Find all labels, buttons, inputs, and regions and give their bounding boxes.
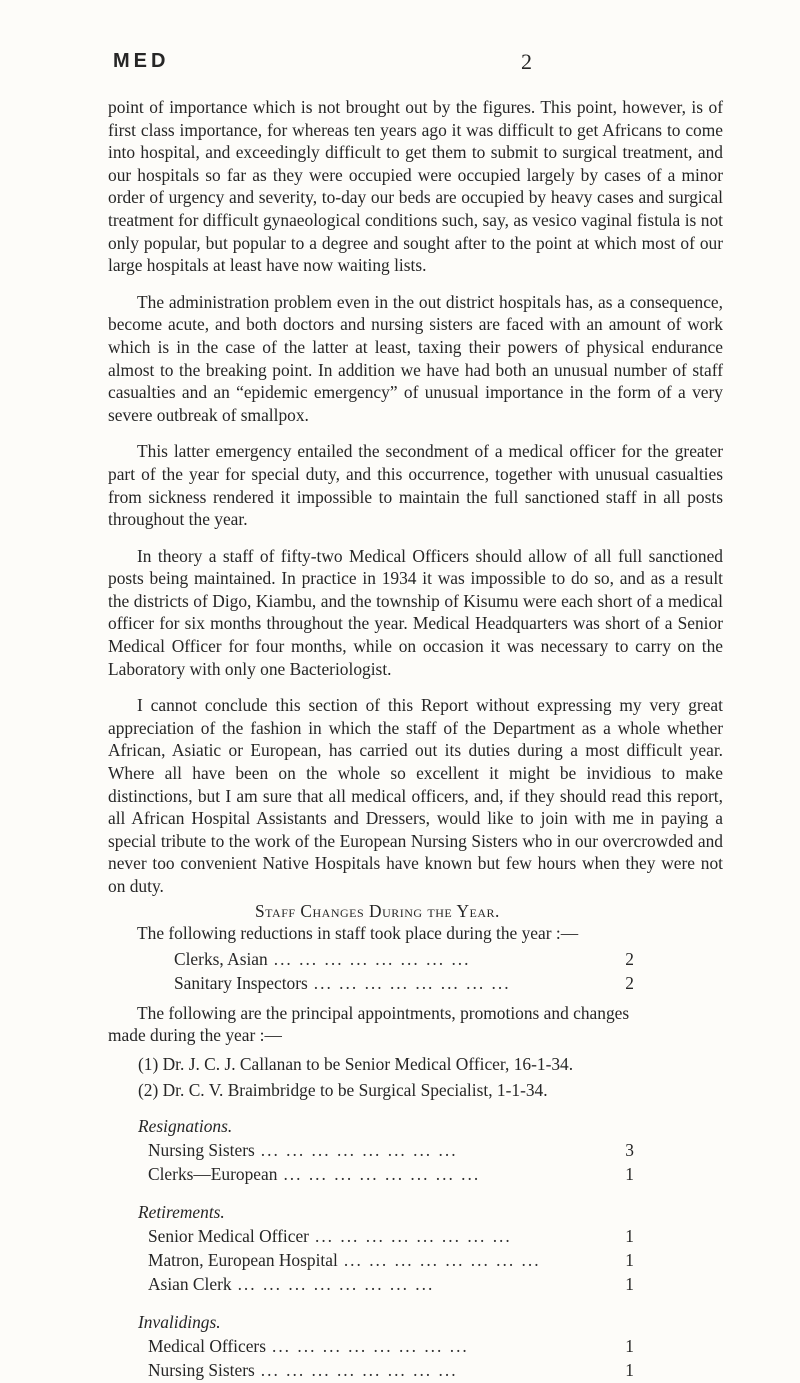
item-label: Matron, European Hospital [148,1249,338,1270]
list-item [108,1273,634,1297]
invalidings-section [108,1311,723,1383]
item-count: 1 [625,1163,634,1184]
list-item [108,1139,634,1163]
appointment-item: (2) Dr. C. V. Braimbridge to be Surgical Specialist, 1-1-34. [138,1079,548,1100]
item-count: 1 [625,1359,634,1380]
resignations-section [108,1115,723,1187]
item-label: Clerks—European [148,1163,278,1184]
paragraph: The administration problem even in the out district hospitals has, as a consequence, become acute, and both doctors and nursing sisters are faced with an amount of work which is in the case of the latter at least, taxing their powers of physical endurance almost to the breaking point. In addition we have had both an unusual number of staff casualties and an “epidemic emergency” of unusual importance in the form of a very severe outbreak of smallpox. [108,291,723,425]
paragraph: This latter emergency entailed the secondment of a medical officer for the greater part of the year for special duty, and this occurrence, together with unusual casualties from sickness rendered it impossible to maintain the full sanctioned staff in all posts throughout the year. [108,441,723,530]
leader-dots: ... ... ... ... ... ... ... ... [283,1163,481,1184]
item-count: 1 [625,1335,634,1356]
running-title: MED [113,50,170,72]
item-count: 1 [625,1273,634,1294]
item-count: 3 [625,1139,634,1160]
list-item [108,1163,634,1187]
page-body [108,96,723,1383]
leader-dots: ... ... ... ... ... ... ... ... [313,972,511,993]
item-label: Nursing Sisters [148,1139,255,1160]
page-number: 2 [521,49,532,74]
leader-dots: ... ... ... ... ... ... ... ... [237,1273,435,1294]
item-label: Nursing Sisters [148,1359,255,1380]
list-item [108,1249,634,1273]
item-count: 2 [625,972,634,993]
reductions-list [108,948,723,996]
appointment-item: (1) Dr. J. C. J. Callanan to be Senior Medical Officer, 16-1-34. [138,1053,574,1074]
paragraph: point of importance which is not brought out by the figures. This point, however, is of first class importance, for whereas ten years ago it was difficult to get Africans to come into hospital, and exceedingly difficult to get them to submit to surgical treatment, and our hospitals so far as they were occupied were occupied largely by cases of a minor order of urgency and severity, to-day our beds are occupied by heavy cases and surgical treatment for difficult gynaeological conditions such, say, as vesico vaginal fistula is not only popular, but popular to a degree and sought after to the point at which most of our large hospitals at least have now waiting lists. [108,97,723,276]
item-count: 1 [625,1225,634,1246]
appointments-intro: The following are the principal appointments, promotions and changes [137,1002,630,1023]
leader-dots: ... ... ... ... ... ... ... ... [273,948,471,969]
leader-dots: ... ... ... ... ... ... ... ... [314,1225,512,1246]
item-label: Medical Officers [148,1335,266,1356]
category-title: Resignations. [138,1115,233,1136]
item-count: 2 [625,948,634,969]
item-label: Asian Clerk [148,1273,232,1294]
leader-dots: ... ... ... ... ... ... ... ... [271,1335,469,1356]
list-item [108,1225,634,1249]
category-title: Retirements. [138,1201,225,1222]
item-label: Sanitary Inspectors [174,972,308,993]
paragraph: In theory a staff of fifty-two Medical Officers should allow of all full sanctioned posts being maintained. In practice in 1934 it was impossible to do so, and as a result the districts of Digo, Kiambu, and the township of Kisumu were each short of a medical officer for six months throughout the year. Medical Headquarters was short of a Senior Medical Officer for four months, while on occasion it was necessary to carry on the Laboratory with only one Bacteriologist. [108,545,723,679]
item-label: Clerks, Asian [174,948,268,969]
category-title: Invalidings. [138,1311,221,1332]
appointments-intro-cont: made during the year :— [108,1025,282,1046]
leader-dots: ... ... ... ... ... ... ... ... [260,1359,458,1380]
item-label: Senior Medical Officer [148,1225,309,1246]
leader-dots: ... ... ... ... ... ... ... ... [260,1139,458,1160]
list-item [108,948,634,972]
item-count: 1 [625,1249,634,1270]
reductions-intro: The following reductions in staff took place during the year :— [137,923,579,944]
list-item [108,972,634,996]
section-heading: Staff Changes During the Year. [255,900,500,921]
paragraph: I cannot conclude this section of this Report without expressing my very great appreciation of the fashion in which the staff of the Department as a whole whether African, Asiatic or European, has carried out its duties during a most difficult year. Where all have been on the whole so excellent it might be invidious to make distinctions, but I am sure that all medical officers, and, if they should read this report, all African Hospital Assistants and Dressers, would like to join with me in paying a special tribute to the work of the European Nursing Sisters who in our overcrowded and never too convenient Native Hospitals have known but few hours when they were not on duty. [108,695,723,896]
leader-dots: ... ... ... ... ... ... ... ... [343,1249,541,1270]
retirements-section [108,1201,723,1297]
list-item [108,1335,634,1359]
